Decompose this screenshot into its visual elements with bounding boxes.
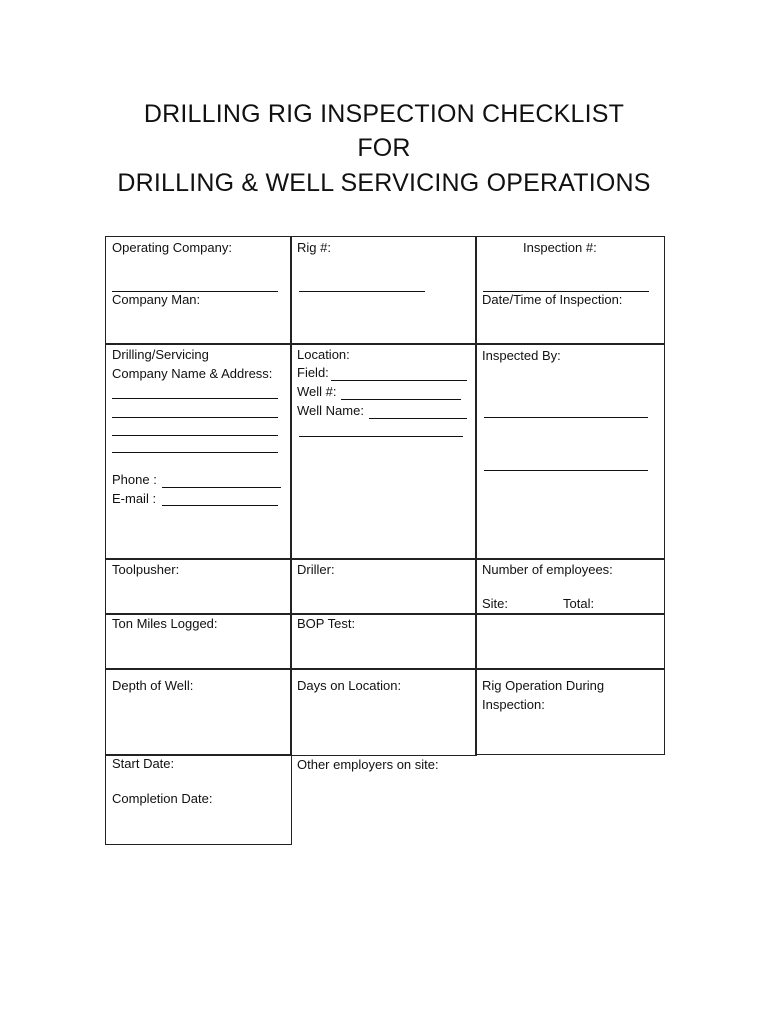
dates-cell — [105, 754, 292, 845]
location-label: Location: — [297, 347, 350, 362]
field-label: Field: — [297, 365, 329, 380]
email-label: E-mail : — [112, 491, 157, 506]
depth-of-well-label: Depth of Well: — [112, 678, 194, 693]
bop-test-label: BOP Test: — [297, 616, 356, 631]
rig-number-line[interactable] — [299, 291, 425, 292]
start-date-label: Start Date: — [112, 756, 175, 771]
phone-label: Phone : — [112, 472, 157, 487]
address-line-4[interactable] — [112, 452, 278, 453]
location-cell — [290, 343, 477, 560]
operating-company-cell — [105, 236, 292, 345]
company-man-label: Company Man: — [112, 292, 201, 307]
rig-operation-cell — [475, 668, 665, 755]
well-number-label: Well #: — [297, 384, 337, 399]
total-label: Total: — [563, 596, 595, 611]
rig-number-label: Rig #: — [297, 240, 331, 255]
ton-miles-label: Ton Miles Logged: — [112, 616, 218, 631]
site-label: Site: — [482, 596, 509, 611]
completion-date-label: Completion Date: — [112, 791, 213, 806]
drilling-servicing-label: Drilling/Servicing — [112, 347, 209, 362]
well-name-line[interactable] — [369, 418, 467, 419]
inspected-by-cell — [475, 343, 665, 560]
well-name-label: Well Name: — [297, 403, 364, 418]
days-on-location-label: Days on Location: — [297, 678, 402, 693]
empty-cell — [475, 613, 665, 670]
days-on-location-cell — [290, 668, 477, 756]
inspected-by-label: Inspected By: — [482, 348, 561, 363]
ton-miles-cell — [105, 613, 292, 670]
address-line-3[interactable] — [112, 435, 278, 436]
toolpusher-cell — [105, 558, 292, 615]
doc-title-line-2: FOR — [357, 134, 411, 162]
company-name-address-label: Company Name & Address: — [112, 366, 273, 381]
address-line-1[interactable] — [112, 398, 278, 399]
doc-title-line-3: DRILLING & WELL SERVICING OPERATIONS — [117, 169, 651, 197]
well-name-line-2[interactable] — [299, 436, 463, 437]
rig-number-cell — [290, 236, 477, 345]
rig-operation-label-1: Rig Operation During — [482, 678, 605, 693]
date-time-label: Date/Time of Inspection: — [482, 292, 623, 307]
field-line[interactable] — [331, 380, 467, 381]
driller-label: Driller: — [297, 562, 335, 577]
inspected-by-line-1[interactable] — [484, 417, 648, 418]
inspected-by-line-2[interactable] — [484, 470, 648, 471]
inspection-number-label: Inspection #: — [523, 240, 597, 255]
well-number-line[interactable] — [341, 399, 461, 400]
bop-test-cell — [290, 613, 477, 670]
other-employers-label: Other employers on site: — [297, 757, 439, 772]
address-line-2[interactable] — [112, 417, 278, 418]
operating-company-label: Operating Company: — [112, 240, 232, 255]
company-address-cell — [105, 343, 292, 560]
rig-operation-label-2: Inspection: — [482, 697, 545, 712]
number-of-employees-label: Number of employees: — [482, 562, 613, 577]
depth-cell — [105, 668, 292, 756]
email-line[interactable] — [162, 505, 278, 506]
phone-line[interactable] — [162, 487, 281, 488]
employees-cell — [475, 558, 665, 615]
driller-cell — [290, 558, 477, 615]
toolpusher-label: Toolpusher: — [112, 562, 180, 577]
inspection-number-cell — [475, 236, 665, 345]
doc-title-line-1: DRILLING RIG INSPECTION CHECKLIST — [143, 100, 625, 128]
